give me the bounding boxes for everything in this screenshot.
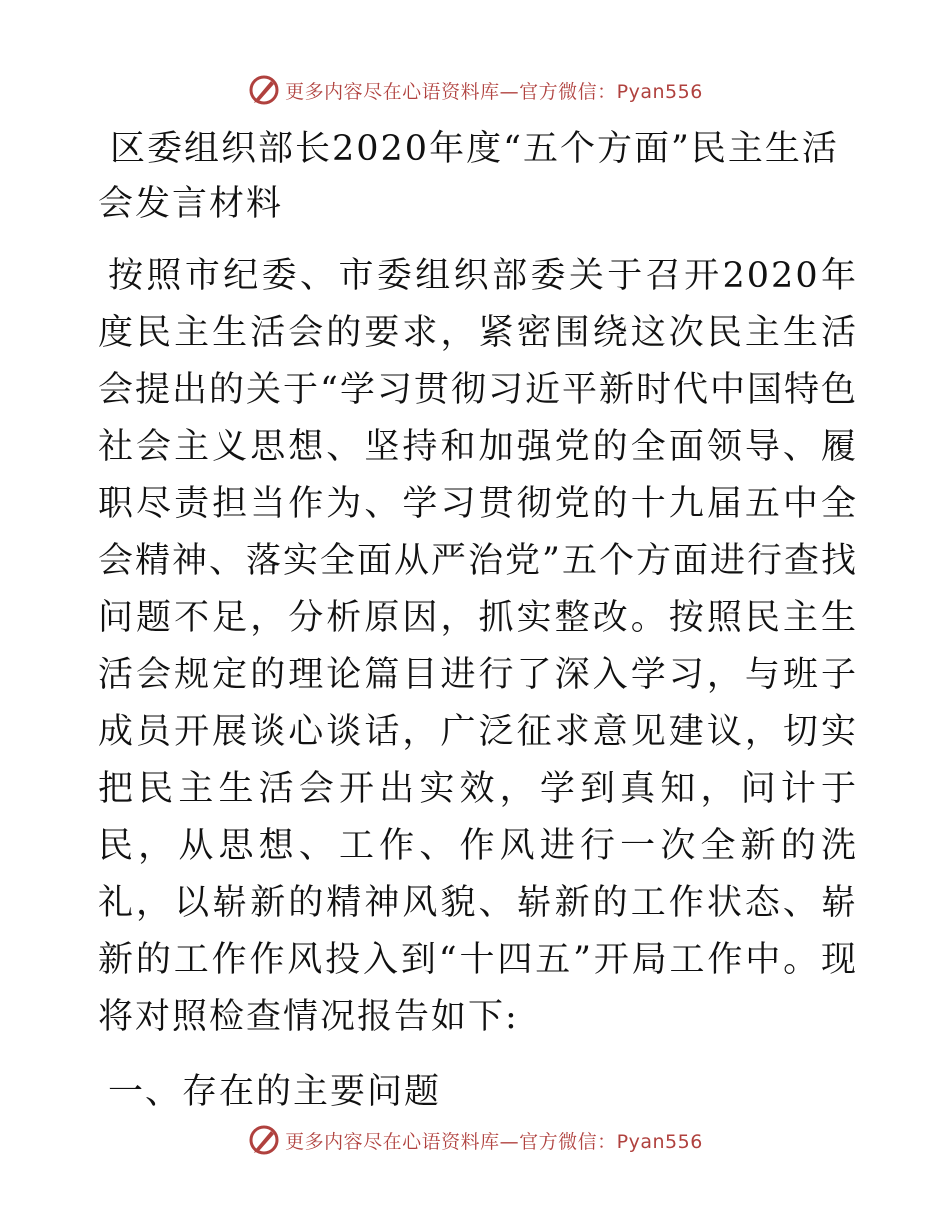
section-heading: 一、存在的主要问题 <box>108 1072 442 1112</box>
pen-circle-logo-icon <box>247 73 281 107</box>
watermark-text: 更多内容尽在心语资料库—官方微信：Pyan556 <box>285 1130 703 1153</box>
document-body <box>98 122 858 1121</box>
watermark-text: 更多内容尽在心语资料库—官方微信：Pyan556 <box>285 80 703 103</box>
watermark-banner-bottom <box>0 1120 950 1160</box>
watermark-banner-top <box>0 70 950 110</box>
page-title: 区委组织部长2020年度“五个方面”民主生活会发言材料 <box>98 129 839 224</box>
pen-circle-logo-icon <box>247 1123 281 1157</box>
body-paragraph: 按照市纪委、市委组织部委关于召开2020年度民主生活会的要求，紧密围绕这次民主生活会提出的关于“学习贯彻习近平新时代中国特色社会主义思想、坚持和加强党的全面领导、履职尽责担当作为、学习贯彻党的十九届五中全会精神、落实全面从严治党”五个方面进行查找问题不足，分析原因，抓实整改。按照民主生活会规定的理论篇目进行了深入学习，与班子成员开展谈心谈话，广泛征求意见建议，切实把民主生活会开出实效，学到真知，问计于民，从思想、工作、作风进行一次全新的洗礼，以崭新的精神风貌、崭新的工作状态、崭新的工作作风投入到“十四五”开局工作中。现将对照检查情况报告如下: <box>98 256 858 1037</box>
